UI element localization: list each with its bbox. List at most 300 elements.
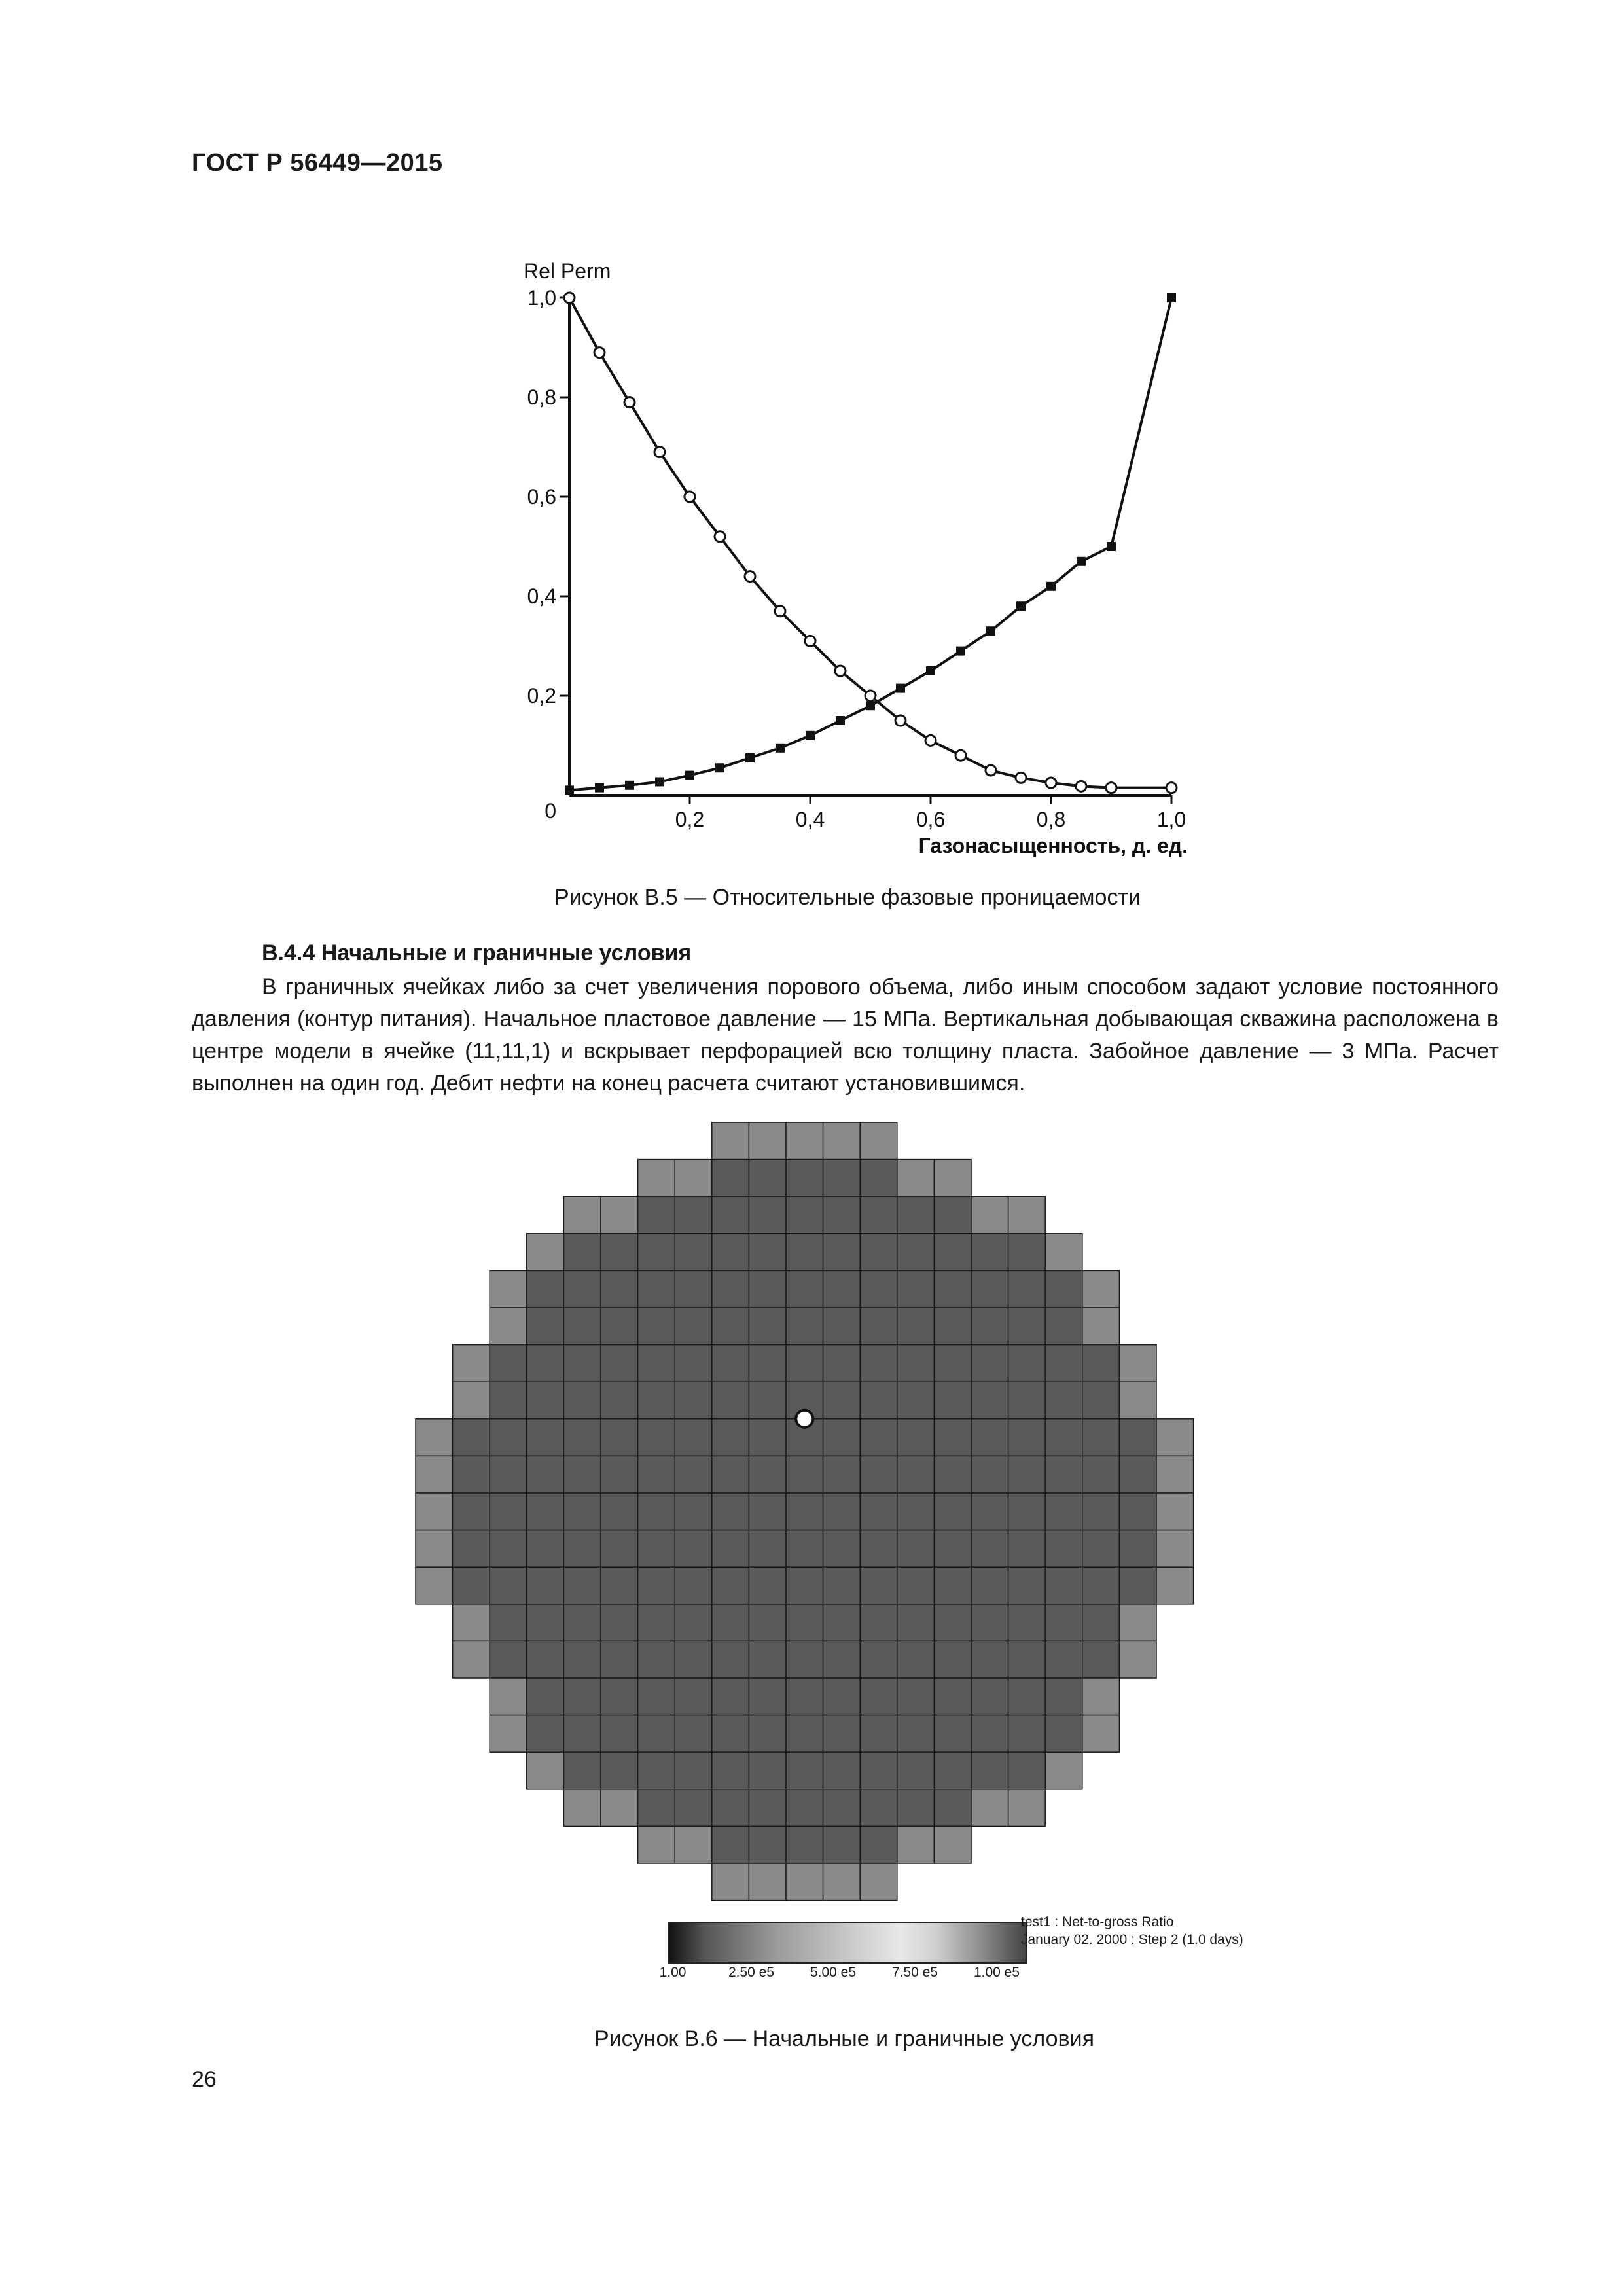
boundary-cell: [1045, 1752, 1082, 1789]
interior-cell: [897, 1493, 935, 1530]
interior-cell: [786, 1752, 823, 1789]
interior-cell: [1045, 1345, 1082, 1382]
interior-cell: [712, 1493, 749, 1530]
interior-cell: [453, 1456, 490, 1493]
boundary-cell: [490, 1308, 527, 1345]
interior-cell: [749, 1196, 786, 1234]
interior-cell: [1119, 1493, 1156, 1530]
interior-cell: [638, 1382, 675, 1419]
interior-cell: [601, 1234, 638, 1271]
data-point-krg: [685, 771, 694, 780]
data-point-krog: [654, 447, 665, 457]
interior-cell: [749, 1419, 786, 1456]
interior-cell: [638, 1715, 675, 1753]
boundary-cell: [860, 1122, 897, 1160]
interior-cell: [823, 1419, 861, 1456]
interior-cell: [749, 1641, 786, 1678]
interior-cell: [675, 1456, 712, 1493]
interior-cell: [712, 1196, 749, 1234]
boundary-cell: [638, 1160, 675, 1197]
interior-cell: [749, 1270, 786, 1308]
data-point-krg: [836, 716, 845, 725]
boundary-cell: [638, 1826, 675, 1863]
interior-cell: [527, 1308, 564, 1345]
section-heading: В.4.4 Начальные и граничные условия: [262, 941, 692, 965]
interior-cell: [638, 1419, 675, 1456]
interior-cell: [749, 1789, 786, 1827]
interior-cell: [934, 1789, 971, 1827]
interior-cell: [712, 1678, 749, 1715]
interior-cell: [675, 1678, 712, 1715]
data-point-krog: [1016, 772, 1026, 783]
interior-cell: [1008, 1493, 1046, 1530]
interior-cell: [786, 1196, 823, 1234]
interior-cell: [971, 1234, 1008, 1271]
interior-cell: [749, 1456, 786, 1493]
interior-cell: [749, 1308, 786, 1345]
interior-cell: [675, 1196, 712, 1234]
color-legend-bar: [668, 1922, 1027, 1964]
interior-cell: [638, 1789, 675, 1827]
interior-cell: [823, 1234, 861, 1271]
boundary-cell: [453, 1641, 490, 1678]
interior-cell: [712, 1604, 749, 1641]
interior-cell: [934, 1678, 971, 1715]
interior-cell: [675, 1345, 712, 1382]
interior-cell: [860, 1270, 897, 1308]
interior-cell: [934, 1234, 971, 1271]
interior-cell: [1008, 1567, 1046, 1604]
interior-cell: [563, 1234, 601, 1271]
boundary-cell: [1082, 1715, 1120, 1753]
boundary-cell: [897, 1826, 935, 1863]
interior-cell: [490, 1382, 527, 1419]
interior-cell: [971, 1382, 1008, 1419]
data-point-krog: [775, 606, 785, 617]
interior-cell: [971, 1530, 1008, 1568]
legend-title-line2: January 02. 2000 : Step 2 (1.0 days): [1021, 1932, 1243, 1947]
color-legend-info: [1021, 1913, 1243, 1948]
reservoir-grid-figure: [412, 1119, 1296, 1983]
interior-cell: [934, 1641, 971, 1678]
data-point-krg: [1046, 582, 1056, 591]
interior-cell: [934, 1604, 971, 1641]
interior-cell: [527, 1567, 564, 1604]
y-tick-label: 0,4: [527, 584, 556, 608]
interior-cell: [490, 1641, 527, 1678]
data-point-krg: [1016, 601, 1026, 611]
interior-cell: [1008, 1456, 1046, 1493]
interior-cell: [453, 1493, 490, 1530]
interior-cell: [1082, 1493, 1120, 1530]
interior-cell: [1119, 1456, 1156, 1493]
interior-cell: [1008, 1419, 1046, 1456]
interior-cell: [860, 1493, 897, 1530]
data-point-krog: [865, 691, 876, 701]
data-point-krg: [806, 731, 815, 740]
boundary-cell: [490, 1715, 527, 1753]
interior-cell: [786, 1456, 823, 1493]
interior-cell: [823, 1270, 861, 1308]
interior-cell: [1008, 1530, 1046, 1568]
interior-cell: [749, 1715, 786, 1753]
interior-cell: [860, 1456, 897, 1493]
section-paragraph-text: В граничных ячейках либо за счет увеличения порового объема, либо иным способом задают условие постоянного давления (контур питания). Начальное пластовое давление — 15 МПа. Вертикальная добывающая скважина расположена в центре модели в ячейке (11,11,1) и вскрывает перфорацией всю толщину пласта. Забойное давление — 3 МПа. Расчет выполнен на один год. Дебит нефти на конец расчета считают установившимся.: [192, 975, 1499, 1096]
interior-cell: [675, 1641, 712, 1678]
interior-cell: [1082, 1345, 1120, 1382]
interior-cell: [712, 1530, 749, 1568]
interior-cell: [971, 1567, 1008, 1604]
interior-cell: [638, 1752, 675, 1789]
interior-cell: [490, 1493, 527, 1530]
interior-cell: [823, 1641, 861, 1678]
interior-cell: [1082, 1530, 1120, 1568]
interior-cell: [823, 1456, 861, 1493]
interior-cell: [971, 1752, 1008, 1789]
interior-cell: [860, 1530, 897, 1568]
interior-cell: [1045, 1715, 1082, 1753]
interior-cell: [563, 1493, 601, 1530]
interior-cell: [823, 1715, 861, 1753]
interior-cell: [749, 1826, 786, 1863]
interior-cell: [601, 1419, 638, 1456]
interior-cell: [527, 1456, 564, 1493]
interior-cell: [971, 1270, 1008, 1308]
interior-cell: [527, 1382, 564, 1419]
interior-cell: [971, 1715, 1008, 1753]
interior-cell: [934, 1530, 971, 1568]
interior-cell: [563, 1678, 601, 1715]
interior-cell: [971, 1308, 1008, 1345]
interior-cell: [1119, 1567, 1156, 1604]
interior-cell: [675, 1493, 712, 1530]
interior-cell: [1082, 1382, 1120, 1419]
data-point-krg: [655, 777, 664, 786]
interior-cell: [934, 1196, 971, 1234]
data-point-krg: [745, 753, 755, 762]
interior-cell: [712, 1382, 749, 1419]
boundary-cell: [897, 1160, 935, 1197]
boundary-cell: [1156, 1419, 1194, 1456]
data-point-krog: [986, 765, 996, 776]
boundary-cell: [453, 1604, 490, 1641]
interior-cell: [527, 1270, 564, 1308]
data-point-krog: [805, 636, 815, 646]
data-point-krog: [594, 348, 605, 358]
interior-cell: [490, 1604, 527, 1641]
interior-cell: [897, 1530, 935, 1568]
interior-cell: [786, 1160, 823, 1197]
boundary-cell: [416, 1419, 453, 1456]
interior-cell: [675, 1270, 712, 1308]
interior-cell: [1008, 1234, 1046, 1271]
page-number: 26: [192, 2067, 217, 2092]
boundary-cell: [1119, 1641, 1156, 1678]
y-tick-label: 1,0: [527, 286, 556, 310]
interior-cell: [860, 1419, 897, 1456]
interior-cell: [490, 1419, 527, 1456]
interior-cell: [971, 1678, 1008, 1715]
interior-cell: [638, 1493, 675, 1530]
interior-cell: [601, 1345, 638, 1382]
color-legend-ticks: [648, 1965, 1041, 1984]
interior-cell: [563, 1345, 601, 1382]
interior-cell: [860, 1234, 897, 1271]
interior-cell: [638, 1567, 675, 1604]
data-point-krog: [685, 492, 695, 502]
interior-cell: [675, 1530, 712, 1568]
interior-cell: [860, 1826, 897, 1863]
interior-cell: [1045, 1493, 1082, 1530]
interior-cell: [860, 1715, 897, 1753]
boundary-cell: [416, 1493, 453, 1530]
interior-cell: [675, 1382, 712, 1419]
legend-tick-label: 1.00: [659, 1965, 687, 1980]
interior-cell: [601, 1456, 638, 1493]
interior-cell: [638, 1641, 675, 1678]
interior-cell: [1045, 1270, 1082, 1308]
interior-cell: [1008, 1382, 1046, 1419]
interior-cell: [1082, 1641, 1120, 1678]
interior-cell: [897, 1234, 935, 1271]
series-line-krg: [569, 298, 1171, 790]
x-tick-label: 0,8: [1036, 808, 1066, 831]
interior-cell: [453, 1567, 490, 1604]
boundary-cell: [453, 1382, 490, 1419]
boundary-cell: [749, 1863, 786, 1901]
interior-cell: [971, 1604, 1008, 1641]
interior-cell: [601, 1715, 638, 1753]
x-tick-label: 0,2: [675, 808, 705, 831]
interior-cell: [934, 1456, 971, 1493]
interior-cell: [601, 1641, 638, 1678]
interior-cell: [490, 1456, 527, 1493]
data-point-krg: [715, 763, 724, 772]
interior-cell: [786, 1678, 823, 1715]
interior-cell: [897, 1419, 935, 1456]
document-header: ГОСТ Р 56449—2015: [192, 149, 443, 177]
interior-cell: [453, 1419, 490, 1456]
interior-cell: [897, 1196, 935, 1234]
interior-cell: [823, 1345, 861, 1382]
boundary-cell: [934, 1826, 971, 1863]
interior-cell: [971, 1456, 1008, 1493]
interior-cell: [823, 1752, 861, 1789]
interior-cell: [749, 1493, 786, 1530]
boundary-cell: [1119, 1382, 1156, 1419]
interior-cell: [786, 1493, 823, 1530]
series-line-krog: [569, 298, 1171, 788]
boundary-cell: [1156, 1567, 1194, 1604]
interior-cell: [971, 1493, 1008, 1530]
interior-cell: [934, 1715, 971, 1753]
boundary-cell: [1156, 1530, 1194, 1568]
interior-cell: [563, 1419, 601, 1456]
data-point-krog: [895, 715, 906, 726]
relative-permeability-chart: [484, 236, 1243, 864]
interior-cell: [971, 1641, 1008, 1678]
interior-cell: [749, 1234, 786, 1271]
interior-cell: [897, 1382, 935, 1419]
boundary-cell: [1082, 1678, 1120, 1715]
interior-cell: [563, 1641, 601, 1678]
interior-cell: [1008, 1641, 1046, 1678]
figure-b5-caption: Рисунок В.5 — Относительные фазовые проницаемости: [554, 885, 1141, 910]
interior-cell: [638, 1456, 675, 1493]
interior-cell: [675, 1234, 712, 1271]
boundary-cell: [563, 1789, 601, 1827]
interior-cell: [527, 1345, 564, 1382]
interior-cell: [786, 1530, 823, 1568]
interior-cell: [1008, 1752, 1046, 1789]
boundary-cell: [563, 1196, 601, 1234]
y-tick-label: 0,8: [527, 386, 556, 409]
figure-b6-caption: Рисунок В.6 — Начальные и граничные условия: [594, 2026, 1094, 2051]
interior-cell: [749, 1382, 786, 1419]
boundary-cell: [786, 1863, 823, 1901]
interior-cell: [1082, 1604, 1120, 1641]
interior-cell: [823, 1308, 861, 1345]
legend-tick-label: 7.50 e5: [891, 1965, 938, 1980]
interior-cell: [749, 1752, 786, 1789]
data-point-krg: [866, 701, 875, 710]
interior-cell: [897, 1345, 935, 1382]
interior-cell: [638, 1345, 675, 1382]
boundary-cell: [416, 1456, 453, 1493]
interior-cell: [601, 1604, 638, 1641]
boundary-cell: [971, 1196, 1008, 1234]
interior-cell: [563, 1567, 601, 1604]
interior-cell: [712, 1234, 749, 1271]
interior-cell: [860, 1345, 897, 1382]
y-tick-label: 0,6: [527, 485, 556, 509]
interior-cell: [934, 1345, 971, 1382]
interior-cell: [860, 1752, 897, 1789]
y-tick-label: 0,2: [527, 684, 556, 708]
interior-cell: [712, 1752, 749, 1789]
interior-cell: [1082, 1419, 1120, 1456]
interior-cell: [1082, 1456, 1120, 1493]
interior-cell: [1008, 1715, 1046, 1753]
x-tick-label: 0,4: [795, 808, 825, 831]
boundary-cell: [1156, 1456, 1194, 1493]
interior-cell: [527, 1678, 564, 1715]
interior-cell: [1045, 1604, 1082, 1641]
interior-cell: [749, 1160, 786, 1197]
interior-cell: [490, 1345, 527, 1382]
interior-cell: [638, 1270, 675, 1308]
interior-cell: [934, 1752, 971, 1789]
interior-cell: [749, 1345, 786, 1382]
interior-cell: [712, 1715, 749, 1753]
interior-cell: [823, 1826, 861, 1863]
interior-cell: [823, 1196, 861, 1234]
interior-cell: [675, 1715, 712, 1753]
interior-cell: [1045, 1530, 1082, 1568]
y-tick-label: 0: [544, 799, 556, 823]
interior-cell: [601, 1678, 638, 1715]
data-point-krog: [955, 750, 966, 761]
interior-cell: [490, 1567, 527, 1604]
data-point-krg: [1167, 293, 1176, 302]
interior-cell: [675, 1752, 712, 1789]
interior-cell: [712, 1345, 749, 1382]
interior-cell: [563, 1456, 601, 1493]
interior-cell: [860, 1196, 897, 1234]
boundary-cell: [453, 1345, 490, 1382]
data-point-krg: [595, 783, 604, 793]
legend-title-line1: test1 : Net-to-gross Ratio: [1021, 1914, 1174, 1929]
data-point-krog: [1106, 783, 1116, 793]
interior-cell: [823, 1530, 861, 1568]
interior-cell: [897, 1308, 935, 1345]
interior-cell: [897, 1641, 935, 1678]
interior-cell: [786, 1270, 823, 1308]
interior-cell: [1008, 1604, 1046, 1641]
interior-cell: [601, 1493, 638, 1530]
interior-cell: [453, 1530, 490, 1568]
interior-cell: [527, 1715, 564, 1753]
interior-cell: [1008, 1345, 1046, 1382]
y-axis-label: Rel Perm: [524, 259, 611, 283]
data-point-krog: [715, 531, 725, 542]
interior-cell: [527, 1419, 564, 1456]
boundary-cell: [416, 1530, 453, 1568]
interior-cell: [675, 1419, 712, 1456]
interior-cell: [638, 1308, 675, 1345]
boundary-cell: [416, 1567, 453, 1604]
interior-cell: [786, 1308, 823, 1345]
legend-tick-label: 2.50 e5: [728, 1965, 775, 1980]
interior-cell: [1045, 1419, 1082, 1456]
boundary-cell: [490, 1678, 527, 1715]
interior-cell: [934, 1419, 971, 1456]
interior-cell: [823, 1678, 861, 1715]
interior-cell: [897, 1567, 935, 1604]
interior-cell: [563, 1604, 601, 1641]
data-point-krog: [624, 397, 635, 408]
interior-cell: [786, 1715, 823, 1753]
interior-cell: [786, 1345, 823, 1382]
interior-cell: [897, 1752, 935, 1789]
interior-cell: [712, 1641, 749, 1678]
interior-cell: [601, 1382, 638, 1419]
interior-cell: [1045, 1678, 1082, 1715]
x-tick-label: 0,6: [916, 808, 946, 831]
interior-cell: [601, 1308, 638, 1345]
interior-cell: [601, 1567, 638, 1604]
data-point-krg: [776, 744, 785, 753]
data-point-krog: [564, 293, 575, 303]
interior-cell: [1045, 1641, 1082, 1678]
data-point-krog: [745, 571, 755, 582]
interior-cell: [934, 1308, 971, 1345]
interior-cell: [934, 1270, 971, 1308]
interior-cell: [749, 1604, 786, 1641]
interior-cell: [563, 1382, 601, 1419]
interior-cell: [563, 1530, 601, 1568]
boundary-cell: [1082, 1308, 1120, 1345]
interior-cell: [1045, 1308, 1082, 1345]
interior-cell: [638, 1604, 675, 1641]
data-point-krog: [1046, 778, 1056, 788]
interior-cell: [823, 1604, 861, 1641]
data-point-krg: [926, 666, 935, 675]
interior-cell: [712, 1160, 749, 1197]
interior-cell: [897, 1715, 935, 1753]
interior-cell: [1008, 1678, 1046, 1715]
boundary-cell: [527, 1234, 564, 1271]
